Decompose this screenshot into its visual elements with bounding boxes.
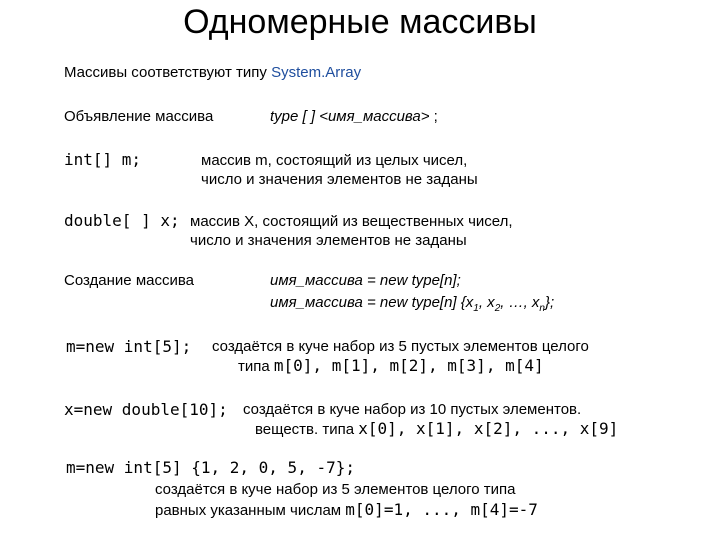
creation-syntax-2-end: }; bbox=[544, 294, 555, 311]
int-declaration-desc-2: число и значения элементов не заданы bbox=[201, 171, 478, 188]
double-declaration-desc-1: массив X, состоящий из вещественных чисел, bbox=[190, 213, 513, 230]
new-init-desc-1: создаётся в куче набор из 5 элементов целого типа bbox=[155, 481, 516, 498]
creation-syntax-2-start: имя_массива = new type[n] {x bbox=[270, 294, 474, 311]
double-declaration-desc-2: число и значения элементов не заданы bbox=[190, 232, 467, 249]
int-declaration-code: int[] m; bbox=[64, 150, 142, 169]
new-int-desc-2-code: m[0], m[1], m[2], m[3], m[4] bbox=[273, 356, 544, 375]
new-double-desc-1: создаётся в куче набор из 10 пустых элементов. bbox=[243, 401, 582, 418]
int-declaration-desc-1: массив m, состоящий из целых чисел, bbox=[201, 152, 468, 169]
declaration-syntax bbox=[270, 107, 438, 127]
new-init-desc-2-text: равных указанным числам bbox=[155, 502, 346, 519]
intro-text: Массивы соответствуют типу bbox=[64, 64, 272, 81]
declaration-label: Объявление массива bbox=[64, 108, 214, 125]
page-title: Одномерные массивы bbox=[183, 3, 537, 41]
intro-line bbox=[64, 63, 361, 83]
subscript-n: n bbox=[539, 303, 545, 314]
new-int-code: m=new int[5]; bbox=[66, 337, 192, 356]
type-name: System.Array bbox=[271, 64, 362, 81]
declaration-syntax-type: type [ ] bbox=[270, 108, 320, 125]
new-double-desc-2-text: веществ. типа bbox=[255, 421, 359, 438]
creation-syntax-2-sep1: , x bbox=[478, 294, 495, 311]
new-double-desc-2 bbox=[255, 419, 618, 440]
creation-syntax-2-sep2: , …, x bbox=[500, 294, 540, 311]
new-double-code: x=new double[10]; bbox=[64, 400, 228, 419]
creation-syntax-2 bbox=[270, 293, 554, 313]
new-int-desc-1: создаётся в куче набор из 5 пустых элементов целого bbox=[212, 338, 589, 355]
new-double-desc-2-code: x[0], x[1], x[2], ..., x[9] bbox=[358, 419, 619, 438]
declaration-syntax-end: ; bbox=[429, 108, 438, 125]
new-init-desc-2 bbox=[155, 500, 538, 521]
creation-label: Создание массива bbox=[64, 272, 194, 289]
subscript-1: 1 bbox=[473, 303, 479, 314]
new-init-desc-2-code: m[0]=1, ..., m[4]=-7 bbox=[345, 500, 538, 519]
declaration-syntax-name: <имя_массива> bbox=[319, 108, 430, 125]
new-int-desc-2 bbox=[238, 356, 544, 377]
subscript-2: 2 bbox=[494, 303, 501, 314]
new-int-desc-2-text: типа bbox=[238, 358, 274, 375]
creation-syntax-1: имя_массива = new type[n]; bbox=[270, 272, 461, 289]
double-declaration-code: double[ ] x; bbox=[64, 211, 180, 230]
new-init-code: m=new int[5] {1, 2, 0, 5, -7}; bbox=[66, 458, 355, 477]
